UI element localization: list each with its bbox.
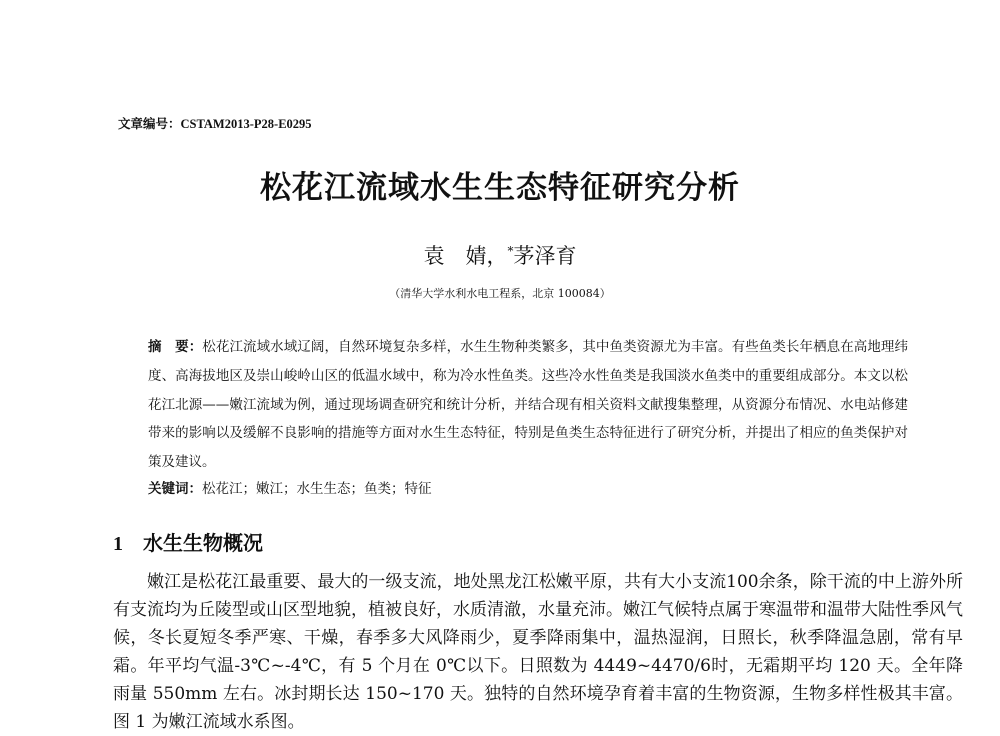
author-2: 茅泽育	[513, 244, 577, 268]
article-id-label: 文章编号：	[118, 117, 181, 131]
keywords-label: 关键词：	[148, 481, 202, 497]
keywords	[148, 477, 432, 497]
abstract-text: 松花江流域水域辽阔，自然环境复杂多样，水生生物种类繁多，其中鱼类资源尤为丰富。有些鱼类长年栖息在高地理纬度、高海拔地区及崇山峻岭山区的低温水域中，称为冷水性鱼类。这些冷水性鱼类是我国淡水鱼类中的重要组成部分。本文以松花江北源——嫩江流域为例，通过现场调查研究和统计分析，并结合现有相关资料文献搜集整理，从资源分布情况、水电站修建带来的影响以及缓解不良影响的措施等方面对水生生态特征，特别是鱼类生态特征进行了研究分析，并提出了相应的鱼类保护对策及建议。	[148, 339, 909, 471]
keywords-text: 松花江；嫩江；水生生态；鱼类；特征	[202, 481, 432, 497]
article-id-value: CSTAM2013-P28-E0295	[180, 117, 312, 131]
abstract	[148, 333, 908, 477]
body-paragraph: 嫩江是松花江最重要、最大的一级支流，地处黑龙江松嫩平原，共有大小支流100余条，除干流的中上游外所有支流均为丘陵型或山区型地貌，植被良好，水质清澈，水量充沛。嫩江气候特点属于寒温带和温带大陆性季风气候，冬长夏短冬季严寒、干燥，春季多大风降雨少，夏季降雨集中，温热湿润，日照长，秋季降温急剧，常有早霜。年平均气温-3℃~-4℃，有 5 个月在 0℃以下。日照数为 4449~4470/6时，无霜期平均 120 天。全年降雨量 550mm 左右。冰封期长达 150~170 天。独特的自然环境孕育着丰富的生物资源，生物多样性极其丰富。图 1 为嫩江流域水系图。	[113, 572, 963, 732]
section-heading	[113, 527, 263, 556]
section-number: 1	[113, 533, 123, 555]
author-1: 袁 婧，	[423, 244, 508, 268]
article-id	[118, 114, 312, 132]
abstract-label: 摘 要：	[148, 339, 203, 355]
section-title: 水生生物概况	[143, 531, 263, 555]
paper-title: 松花江流域水生生态特征研究分析	[260, 170, 740, 206]
affiliation: （清华大学水利水电工程系，北京 100084）	[389, 287, 611, 300]
authors	[0, 240, 1000, 270]
corresponding-mark: *	[507, 244, 514, 258]
